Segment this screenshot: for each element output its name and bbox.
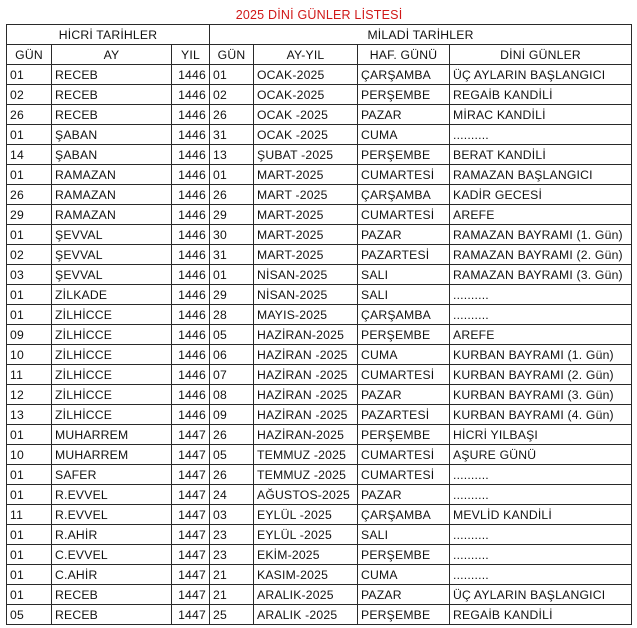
religious-days-document [6, 5, 631, 625]
col-header-dini-gunler: DİNİ GÜNLER [450, 45, 632, 65]
cell-miladi-ay-yil: HAZİRAN -2025 [254, 405, 358, 425]
cell-hicri-gun: 01 [7, 225, 52, 245]
cell-miladi-ay-yil: ŞUBAT -2025 [254, 145, 358, 165]
cell-hicri-gun: 01 [7, 165, 52, 185]
cell-hicri-ay: R.EVVEL [52, 485, 172, 505]
cell-hicri-yil: 1446 [172, 225, 210, 245]
cell-hicri-gun: 01 [7, 525, 52, 545]
cell-hicri-ay: RECEB [52, 85, 172, 105]
cell-miladi-gun: 21 [210, 565, 254, 585]
cell-haf-gunu: PERŞEMBE [358, 545, 450, 565]
table-row [7, 225, 632, 245]
cell-miladi-gun: 26 [210, 465, 254, 485]
cell-miladi-ay-yil: MART-2025 [254, 165, 358, 185]
cell-miladi-ay-yil: MART -2025 [254, 185, 358, 205]
cell-hicri-gun: 01 [7, 545, 52, 565]
table-row [7, 325, 632, 345]
col-header-hicri-gun: GÜN [7, 45, 52, 65]
cell-dini-gun: AREFE [450, 325, 632, 345]
cell-miladi-ay-yil: AĞUSTOS-2025 [254, 485, 358, 505]
cell-miladi-gun: 02 [210, 85, 254, 105]
cell-dini-gun: HİCRİ YILBAŞI [450, 425, 632, 445]
cell-hicri-yil: 1446 [172, 185, 210, 205]
table-row [7, 205, 632, 225]
cell-hicri-ay: ZİLHİCCE [52, 365, 172, 385]
cell-miladi-ay-yil: TEMMUZ -2025 [254, 465, 358, 485]
cell-miladi-ay-yil: MART-2025 [254, 245, 358, 265]
cell-haf-gunu: PERŞEMBE [358, 85, 450, 105]
table-row [7, 285, 632, 305]
cell-hicri-yil: 1446 [172, 165, 210, 185]
cell-miladi-gun: 30 [210, 225, 254, 245]
cell-hicri-gun: 11 [7, 505, 52, 525]
cell-haf-gunu: CUMARTESİ [358, 365, 450, 385]
cell-hicri-ay: RECEB [52, 105, 172, 125]
hicri-group-header: HİCRİ TARİHLER [7, 25, 210, 45]
cell-miladi-ay-yil: OCAK -2025 [254, 125, 358, 145]
cell-haf-gunu: CUMA [358, 565, 450, 585]
cell-miladi-gun: 05 [210, 325, 254, 345]
cell-hicri-yil: 1446 [172, 365, 210, 385]
cell-hicri-yil: 1447 [172, 525, 210, 545]
cell-hicri-gun: 01 [7, 125, 52, 145]
cell-hicri-ay: MUHARREM [52, 445, 172, 465]
cell-miladi-gun: 13 [210, 145, 254, 165]
cell-hicri-yil: 1447 [172, 485, 210, 505]
cell-haf-gunu: SALI [358, 265, 450, 285]
table-row [7, 265, 632, 285]
cell-hicri-ay: ZİLHİCCE [52, 325, 172, 345]
cell-dini-gun: .......... [450, 305, 632, 325]
cell-dini-gun: ÜÇ AYLARIN BAŞLANGICI [450, 65, 632, 85]
cell-miladi-ay-yil: HAZİRAN -2025 [254, 385, 358, 405]
cell-miladi-gun: 25 [210, 605, 254, 625]
cell-miladi-ay-yil: HAZİRAN-2025 [254, 425, 358, 445]
cell-haf-gunu: CUMARTESİ [358, 205, 450, 225]
cell-dini-gun: KADİR GECESİ [450, 185, 632, 205]
cell-miladi-ay-yil: EYLÜL -2025 [254, 525, 358, 545]
cell-haf-gunu: SALI [358, 285, 450, 305]
table-row [7, 385, 632, 405]
cell-miladi-ay-yil: TEMMUZ -2025 [254, 445, 358, 465]
cell-miladi-gun: 23 [210, 525, 254, 545]
cell-haf-gunu: PAZARTESİ [358, 405, 450, 425]
cell-miladi-ay-yil: KASIM-2025 [254, 565, 358, 585]
cell-hicri-ay: ZİLHİCCE [52, 345, 172, 365]
col-header-miladi-ay-yil: AY-YIL [254, 45, 358, 65]
cell-hicri-ay: RAMAZAN [52, 165, 172, 185]
cell-hicri-yil: 1446 [172, 85, 210, 105]
cell-miladi-gun: 05 [210, 445, 254, 465]
cell-dini-gun: BERAT KANDİLİ [450, 145, 632, 165]
cell-hicri-yil: 1447 [172, 545, 210, 565]
table-row [7, 425, 632, 445]
cell-hicri-gun: 29 [7, 205, 52, 225]
cell-hicri-yil: 1447 [172, 565, 210, 585]
table-row [7, 525, 632, 545]
cell-hicri-ay: ZİLHİCCE [52, 405, 172, 425]
cell-hicri-ay: C.AHİR [52, 565, 172, 585]
cell-hicri-gun: 02 [7, 85, 52, 105]
table-row [7, 445, 632, 465]
cell-hicri-gun: 01 [7, 425, 52, 445]
cell-hicri-gun: 01 [7, 565, 52, 585]
table-body [7, 65, 632, 625]
cell-hicri-yil: 1446 [172, 285, 210, 305]
table-row [7, 405, 632, 425]
cell-haf-gunu: PERŞEMBE [358, 325, 450, 345]
cell-hicri-yil: 1446 [172, 345, 210, 365]
table-row [7, 305, 632, 325]
table-row [7, 565, 632, 585]
cell-dini-gun: REGAİB KANDİLİ [450, 605, 632, 625]
col-header-miladi-gun: GÜN [210, 45, 254, 65]
cell-miladi-ay-yil: MAYIS-2025 [254, 305, 358, 325]
cell-miladi-ay-yil: HAZİRAN-2025 [254, 325, 358, 345]
cell-dini-gun: KURBAN BAYRAMI (2. Gün) [450, 365, 632, 385]
cell-hicri-yil: 1446 [172, 145, 210, 165]
cell-hicri-yil: 1446 [172, 125, 210, 145]
cell-hicri-yil: 1446 [172, 105, 210, 125]
cell-hicri-yil: 1446 [172, 405, 210, 425]
cell-haf-gunu: CUMA [358, 125, 450, 145]
cell-hicri-yil: 1447 [172, 465, 210, 485]
cell-haf-gunu: PAZAR [358, 585, 450, 605]
col-header-hicri-ay: AY [52, 45, 172, 65]
table-row [7, 545, 632, 565]
cell-haf-gunu: ÇARŞAMBA [358, 65, 450, 85]
miladi-group-header: MİLADİ TARİHLER [210, 25, 632, 45]
cell-hicri-gun: 01 [7, 285, 52, 305]
page-title: 2025 DİNİ GÜNLER LİSTESİ [7, 6, 632, 25]
cell-miladi-ay-yil: ARALIK -2025 [254, 605, 358, 625]
cell-miladi-gun: 26 [210, 425, 254, 445]
table-row [7, 505, 632, 525]
cell-hicri-gun: 05 [7, 605, 52, 625]
cell-miladi-gun: 01 [210, 265, 254, 285]
table-row [7, 105, 632, 125]
cell-hicri-yil: 1447 [172, 425, 210, 445]
cell-dini-gun: RAMAZAN BAYRAMI (3. Gün) [450, 265, 632, 285]
cell-miladi-ay-yil: MART-2025 [254, 225, 358, 245]
cell-hicri-yil: 1446 [172, 265, 210, 285]
cell-hicri-yil: 1447 [172, 585, 210, 605]
cell-hicri-gun: 12 [7, 385, 52, 405]
cell-dini-gun: .......... [450, 545, 632, 565]
cell-haf-gunu: PERŞEMBE [358, 425, 450, 445]
cell-miladi-gun: 08 [210, 385, 254, 405]
cell-miladi-ay-yil: NİSAN-2025 [254, 285, 358, 305]
cell-hicri-ay: RECEB [52, 605, 172, 625]
cell-miladi-gun: 01 [210, 165, 254, 185]
cell-dini-gun: KURBAN BAYRAMI (3. Gün) [450, 385, 632, 405]
table-row [7, 605, 632, 625]
cell-haf-gunu: ÇARŞAMBA [358, 305, 450, 325]
cell-hicri-ay: RAMAZAN [52, 185, 172, 205]
cell-miladi-ay-yil: EYLÜL -2025 [254, 505, 358, 525]
cell-hicri-ay: ŞEVVAL [52, 245, 172, 265]
table-row [7, 245, 632, 265]
cell-hicri-ay: ZİLKADE [52, 285, 172, 305]
table-row [7, 165, 632, 185]
cell-hicri-gun: 26 [7, 105, 52, 125]
cell-haf-gunu: PAZARTESİ [358, 245, 450, 265]
table-row [7, 485, 632, 505]
cell-miladi-gun: 21 [210, 585, 254, 605]
cell-miladi-ay-yil: OCAK-2025 [254, 85, 358, 105]
cell-hicri-yil: 1446 [172, 305, 210, 325]
cell-miladi-gun: 23 [210, 545, 254, 565]
cell-hicri-gun: 01 [7, 485, 52, 505]
cell-hicri-ay: C.EVVEL [52, 545, 172, 565]
cell-miladi-gun: 06 [210, 345, 254, 365]
cell-haf-gunu: PAZAR [358, 105, 450, 125]
cell-dini-gun: MEVLİD KANDİLİ [450, 505, 632, 525]
cell-dini-gun: .......... [450, 485, 632, 505]
table-row [7, 365, 632, 385]
cell-hicri-gun: 14 [7, 145, 52, 165]
cell-hicri-ay: ŞABAN [52, 145, 172, 165]
cell-hicri-gun: 03 [7, 265, 52, 285]
table-row [7, 85, 632, 105]
table-row [7, 585, 632, 605]
cell-hicri-gun: 01 [7, 585, 52, 605]
cell-hicri-gun: 02 [7, 245, 52, 265]
cell-miladi-gun: 26 [210, 185, 254, 205]
cell-miladi-gun: 26 [210, 105, 254, 125]
cell-hicri-ay: RAMAZAN [52, 205, 172, 225]
cell-hicri-yil: 1446 [172, 65, 210, 85]
cell-miladi-gun: 29 [210, 205, 254, 225]
cell-hicri-yil: 1447 [172, 445, 210, 465]
table-row [7, 185, 632, 205]
table-row [7, 125, 632, 145]
cell-hicri-ay: ŞEVVAL [52, 225, 172, 245]
cell-hicri-yil: 1446 [172, 385, 210, 405]
cell-miladi-ay-yil: MART-2025 [254, 205, 358, 225]
cell-hicri-gun: 26 [7, 185, 52, 205]
cell-miladi-ay-yil: OCAK-2025 [254, 65, 358, 85]
cell-dini-gun: AREFE [450, 205, 632, 225]
cell-haf-gunu: CUMARTESİ [358, 165, 450, 185]
cell-hicri-ay: MUHARREM [52, 425, 172, 445]
cell-dini-gun: ÜÇ AYLARIN BAŞLANGICI [450, 585, 632, 605]
cell-hicri-yil: 1446 [172, 205, 210, 225]
cell-hicri-ay: ZİLHİCCE [52, 305, 172, 325]
cell-dini-gun: RAMAZAN BAYRAMI (2. Gün) [450, 245, 632, 265]
cell-miladi-gun: 01 [210, 65, 254, 85]
cell-haf-gunu: ÇARŞAMBA [358, 185, 450, 205]
cell-miladi-gun: 31 [210, 245, 254, 265]
cell-hicri-gun: 01 [7, 465, 52, 485]
cell-miladi-ay-yil: EKİM-2025 [254, 545, 358, 565]
cell-dini-gun: .......... [450, 285, 632, 305]
cell-miladi-gun: 09 [210, 405, 254, 425]
cell-dini-gun: .......... [450, 525, 632, 545]
table-row [7, 345, 632, 365]
cell-hicri-gun: 09 [7, 325, 52, 345]
cell-haf-gunu: PAZAR [358, 485, 450, 505]
cell-haf-gunu: PAZAR [358, 385, 450, 405]
cell-haf-gunu: SALI [358, 525, 450, 545]
cell-hicri-gun: 13 [7, 405, 52, 425]
cell-hicri-ay: ZİLHİCCE [52, 385, 172, 405]
cell-hicri-ay: R.EVVEL [52, 505, 172, 525]
cell-hicri-yil: 1447 [172, 605, 210, 625]
cell-hicri-ay: RECEB [52, 585, 172, 605]
cell-haf-gunu: CUMA [358, 345, 450, 365]
cell-dini-gun: .......... [450, 125, 632, 145]
cell-miladi-ay-yil: HAZİRAN -2025 [254, 365, 358, 385]
cell-haf-gunu: PERŞEMBE [358, 605, 450, 625]
cell-hicri-yil: 1447 [172, 505, 210, 525]
cell-hicri-gun: 10 [7, 445, 52, 465]
cell-hicri-ay: ŞABAN [52, 125, 172, 145]
cell-dini-gun: KURBAN BAYRAMI (4. Gün) [450, 405, 632, 425]
cell-dini-gun: .......... [450, 565, 632, 585]
table-row [7, 145, 632, 165]
table-row [7, 465, 632, 485]
cell-miladi-gun: 03 [210, 505, 254, 525]
cell-miladi-gun: 24 [210, 485, 254, 505]
cell-hicri-ay: RECEB [52, 65, 172, 85]
religious-days-table [6, 5, 632, 625]
cell-hicri-ay: R.AHİR [52, 525, 172, 545]
cell-hicri-yil: 1446 [172, 245, 210, 265]
table-row [7, 65, 632, 85]
cell-hicri-ay: SAFER [52, 465, 172, 485]
cell-dini-gun: AŞURE GÜNÜ [450, 445, 632, 465]
cell-hicri-gun: 01 [7, 305, 52, 325]
cell-haf-gunu: PERŞEMBE [358, 145, 450, 165]
cell-hicri-gun: 10 [7, 345, 52, 365]
cell-dini-gun: REGAİB KANDİLİ [450, 85, 632, 105]
cell-miladi-gun: 29 [210, 285, 254, 305]
cell-miladi-ay-yil: OCAK -2025 [254, 105, 358, 125]
cell-miladi-ay-yil: HAZİRAN -2025 [254, 345, 358, 365]
cell-haf-gunu: CUMARTESİ [358, 465, 450, 485]
col-header-haf-gunu: HAF. GÜNÜ [358, 45, 450, 65]
col-header-hicri-yil: YIL [172, 45, 210, 65]
cell-dini-gun: KURBAN BAYRAMI (1. Gün) [450, 345, 632, 365]
cell-haf-gunu: PAZAR [358, 225, 450, 245]
cell-hicri-gun: 01 [7, 65, 52, 85]
cell-haf-gunu: CUMARTESİ [358, 445, 450, 465]
cell-hicri-gun: 11 [7, 365, 52, 385]
cell-hicri-yil: 1446 [172, 325, 210, 345]
cell-miladi-gun: 07 [210, 365, 254, 385]
cell-dini-gun: MİRAC KANDİLİ [450, 105, 632, 125]
cell-dini-gun: RAMAZAN BAYRAMI (1. Gün) [450, 225, 632, 245]
cell-miladi-ay-yil: NİSAN-2025 [254, 265, 358, 285]
cell-miladi-gun: 31 [210, 125, 254, 145]
cell-hicri-ay: ŞEVVAL [52, 265, 172, 285]
cell-miladi-gun: 28 [210, 305, 254, 325]
cell-haf-gunu: ÇARŞAMBA [358, 505, 450, 525]
cell-dini-gun: RAMAZAN BAŞLANGICI [450, 165, 632, 185]
cell-dini-gun: .......... [450, 465, 632, 485]
cell-miladi-ay-yil: ARALIK-2025 [254, 585, 358, 605]
